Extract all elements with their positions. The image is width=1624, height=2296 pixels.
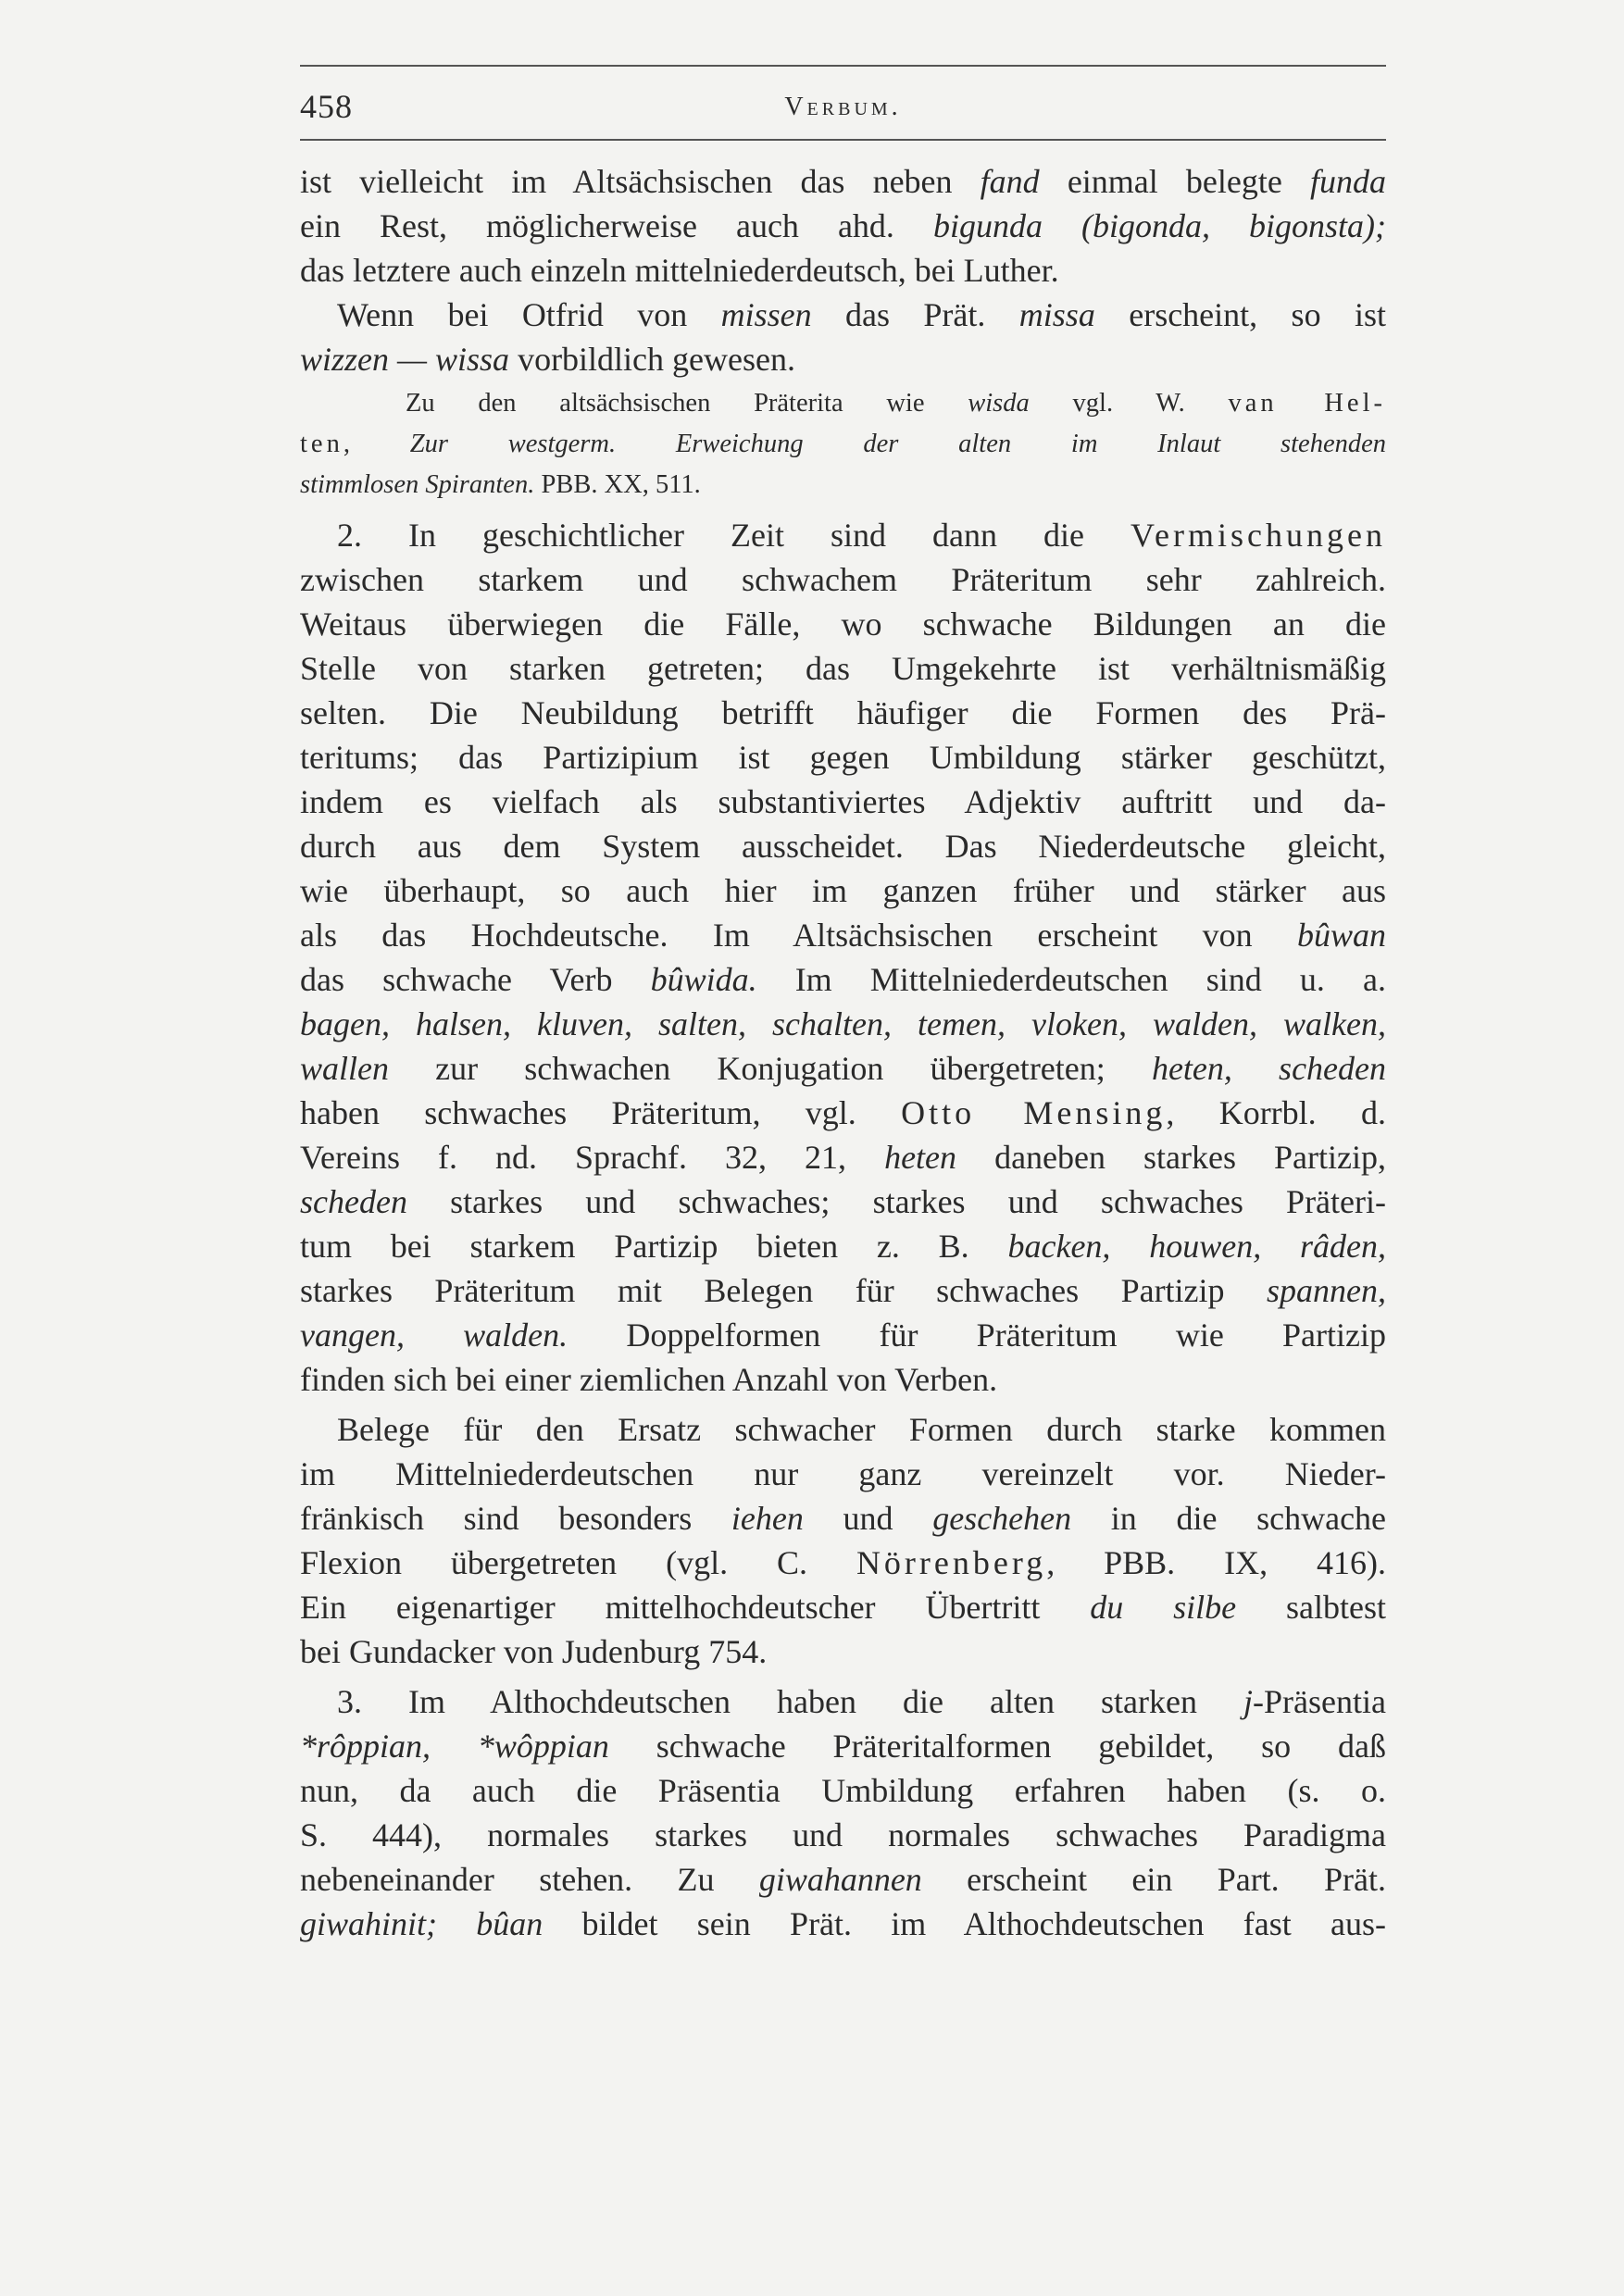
text-line: 2. In geschichtlicher Zeit sind dann die Vermischungen — [337, 517, 1386, 554]
text-line — [300, 1002, 1386, 1046]
italic-term: wisda — [968, 389, 1030, 418]
text-line: Flexion übergetreten (vgl. C. Nörrenberg, PBB. IX, 416). — [300, 1544, 1386, 1581]
text-line: haben schwaches Präteritum, vgl. Otto Mensing, Korrbl. d. — [300, 1094, 1386, 1131]
text-line: giwahinit; bûan bildet sein Prät. im Althochdeutschen fast aus- — [300, 1905, 1386, 1942]
italic-term: iehen — [731, 1500, 804, 1537]
text-line: ein Rest, möglicherweise auch ahd. bigunda (bigonda, bigonsta); — [300, 207, 1387, 244]
italic-term: stimmlosen Spiranten. — [300, 470, 535, 499]
italic-term: giwahannen — [758, 1861, 922, 1898]
italic-term: giwahinit; bûan — [300, 1905, 543, 1942]
paragraph — [300, 513, 1386, 1402]
italic-term: bagen, halsen, kluven, salten, schalten, temen, vloken, walden, walken, — [300, 1005, 1386, 1042]
italic-term: fand — [980, 163, 1040, 200]
text-line: wie überhaupt, so auch hier im ganzen früher und stärker aus — [300, 872, 1386, 909]
text-line: scheden starkes und schwaches; starkes und schwaches Präteri- — [300, 1183, 1386, 1220]
text-line: selten. Die Neubildung betrifft häufiger die Formen des Prä- — [300, 694, 1386, 731]
text-line: durch aus dem System ausscheidet. Das Niederdeutsche gleicht, — [300, 828, 1386, 865]
italic-term: bigunda (bigonda, bigonsta); — [932, 207, 1387, 244]
paragraph — [300, 293, 1386, 381]
text-line: als das Hochdeutsche. Im Altsächsischen erscheint von bûwan — [300, 917, 1386, 954]
text-line: bei Gundacker von Judenburg 754. — [300, 1633, 768, 1670]
text-line: Zu den altsächsischen Präterita wie wisda vgl. W. van Hel- — [406, 389, 1386, 418]
italic-term: vangen, walden. — [300, 1316, 568, 1354]
paragraph — [300, 1407, 1386, 1674]
italic-term: *rôppian, *wôppian — [300, 1728, 609, 1765]
italic-term: scheden — [300, 1183, 407, 1220]
text-line: teritums; das Partizipium ist gegen Umbildung stärker geschützt, — [300, 739, 1386, 776]
spaced-name: Otto Mensing — [901, 1094, 1167, 1131]
text-line: Stelle von starken getreten; das Umgekehrte ist verhältnismäßig — [300, 650, 1386, 687]
text-line: *rôppian, *wôppian schwache Präteritalformen gebildet, so daß — [300, 1728, 1386, 1765]
text-line: finden sich bei einer ziemlichen Anzahl von Verben. — [300, 1361, 998, 1398]
text-line: nun, da auch die Präsentia Umbildung erfahren haben (s. o. — [300, 1772, 1386, 1809]
italic-term: wallen — [300, 1050, 389, 1087]
italic-term: heten, scheden — [1151, 1050, 1387, 1087]
italic-term: j — [1243, 1683, 1254, 1720]
spaced-name: Nörrenberg — [856, 1544, 1047, 1581]
text-line: im Mittelniederdeutschen nur ganz vereinzelt vor. Nieder- — [300, 1455, 1386, 1492]
text-line: zwischen starkem und schwachem Präteritum sehr zahlreich. — [300, 561, 1386, 598]
italic-term: du silbe — [1090, 1589, 1237, 1626]
italic-term: heten — [884, 1139, 957, 1176]
text-line: ist vielleicht im Altsächsischen das neben fand einmal belegte funda — [300, 163, 1387, 200]
text-line: S. 444), normales starkes und normales schwaches Paradigma — [300, 1816, 1386, 1853]
text-line: wallen zur schwachen Konjugation übergetreten; heten, scheden — [300, 1050, 1387, 1087]
italic-term: bûwan — [1296, 917, 1386, 954]
page-number: 458 — [300, 88, 353, 125]
italic-term: spannen, — [1267, 1272, 1386, 1309]
footnote-block — [300, 383, 1386, 505]
header-rule-top — [300, 65, 1386, 67]
text-line: Vereins f. nd. Sprachf. 32, 21, heten daneben starkes Partizip, — [300, 1139, 1387, 1176]
spaced-name: ten — [300, 430, 344, 458]
text-line: Weitaus überwiegen die Fälle, wo schwache Bildungen an die — [300, 605, 1386, 643]
text-line: wizzen — wissa vorbildlich gewesen. — [300, 341, 795, 378]
text-line: stimmlosen Spiranten. PBB. XX, 511. — [300, 470, 701, 499]
italic-term: wizzen — wissa — [300, 341, 510, 378]
text-line: Belege für den Ersatz schwacher Formen durch starke kommen — [337, 1411, 1386, 1448]
italic-term: missen — [720, 296, 812, 333]
paragraph — [300, 159, 1386, 293]
italic-term: geschehen — [932, 1500, 1072, 1537]
italic-term: backen, houwen, râden, — [1007, 1228, 1386, 1265]
text-line: Wenn bei Otfrid von missen das Prät. missa erscheint, so ist — [337, 296, 1386, 333]
spaced-name: Vermischungen — [1131, 517, 1386, 554]
text-body — [300, 159, 1386, 1946]
text-line: Ein eigenartiger mittelhochdeutscher Übertritt du silbe salbtest — [300, 1589, 1386, 1626]
running-head: Verbum. — [784, 93, 902, 121]
text-line: das letztere auch einzeln mittelniederdeutsch, bei Luther. — [300, 252, 1059, 289]
text-line: vangen, walden. Doppelformen für Präteritum wie Partizip — [300, 1316, 1386, 1354]
text-line: nebeneinander stehen. Zu giwahannen erscheint ein Part. Prät. — [300, 1861, 1386, 1898]
text-line: fränkisch sind besonders iehen und geschehen in die schwache — [300, 1500, 1387, 1537]
text-line: tum bei starkem Partizip bieten z. B. backen, houwen, râden, — [300, 1228, 1386, 1265]
italic-term: funda — [1310, 163, 1387, 200]
text-line: starkes Präteritum mit Belegen für schwaches Partizip spannen, — [300, 1272, 1386, 1309]
italic-term: bûwida. — [650, 961, 757, 998]
italic-term: Zur westgerm. Erweichung der alten im Inlaut stehenden — [409, 430, 1386, 458]
paragraph — [300, 1679, 1386, 1946]
text-line: 3. Im Althochdeutschen haben die alten starken j-Präsentia — [337, 1683, 1386, 1720]
spaced-name: van Hel- — [1228, 389, 1386, 418]
text-line: ten, Zur westgerm. Erweichung der alten im Inlaut stehenden — [300, 430, 1386, 458]
italic-term: missa — [1018, 296, 1095, 333]
text-line: indem es vielfach als substantiviertes Adjektiv auftritt und da- — [300, 783, 1386, 820]
text-line: das schwache Verb bûwida. Im Mittelniederdeutschen sind u. a. — [300, 961, 1386, 998]
page-header — [300, 87, 1386, 133]
header-rule-bottom — [300, 139, 1386, 141]
